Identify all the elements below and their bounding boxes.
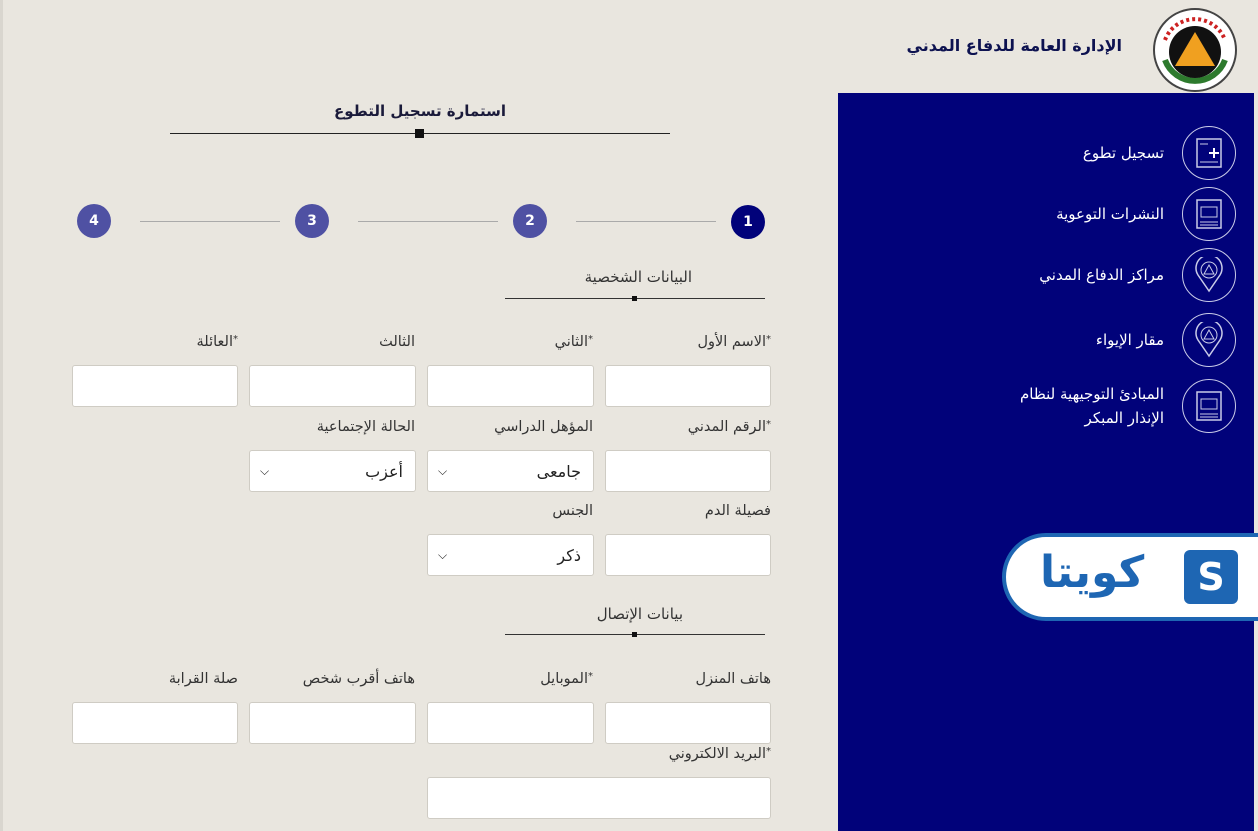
qualification-label: المؤهل الدراسي: [494, 419, 593, 435]
qualification-select[interactable]: [427, 450, 594, 492]
third-name-label: الثالث: [379, 334, 415, 350]
sidebar-item-early-warning-guidelines[interactable]: [996, 379, 1236, 433]
second-name-input[interactable]: [427, 365, 594, 407]
watermark-logo: [1002, 533, 1258, 621]
step-connector: [576, 221, 716, 222]
step-1[interactable]: 1: [731, 205, 765, 239]
chevron-down-icon: ⌵: [438, 463, 448, 478]
title-divider-marker: [415, 129, 424, 138]
nearest-person-phone-input[interactable]: [249, 702, 416, 744]
family-name-input[interactable]: [72, 365, 238, 407]
location-pin-icon: [1182, 313, 1236, 367]
section-divider-marker: [632, 632, 637, 637]
home-phone-label: هاتف المنزل: [695, 671, 771, 687]
mobile-label: *الموبايل: [540, 671, 593, 687]
watermark-text: كويتا: [1040, 547, 1145, 598]
third-name-input[interactable]: [249, 365, 416, 407]
sidebar-item-awareness-bulletins[interactable]: [1056, 187, 1236, 241]
sidebar-item-label: مراكز الدفاع المدني: [1039, 266, 1164, 284]
email-label: *البريد الالكتروني: [668, 746, 771, 762]
chevron-down-icon: ⌵: [438, 547, 448, 562]
sidebar-item-label: مقار الإيواء: [1095, 331, 1164, 349]
blood-type-input[interactable]: [605, 534, 771, 576]
org-title: الإدارة العامة للدفاع المدني: [906, 36, 1122, 55]
pdf-icon: [1182, 379, 1236, 433]
gender-label: الجنس: [552, 503, 593, 519]
section-divider-marker: [632, 296, 637, 301]
section-title-contact: بيانات الإتصال: [596, 605, 683, 623]
marital-status-select[interactable]: [249, 450, 416, 492]
page-edge: [0, 0, 3, 831]
first-name-label: *الاسم الأول: [697, 334, 771, 350]
sidebar-item-label: تسجيل تطوع: [1082, 144, 1164, 162]
first-name-input[interactable]: [605, 365, 771, 407]
pdf-icon: [1182, 187, 1236, 241]
sidebar-item-volunteer-register[interactable]: [1083, 126, 1236, 180]
step-2[interactable]: 2: [513, 204, 547, 238]
marital-status-label: الحالة الإجتماعية: [316, 419, 415, 435]
form-title: استمارة تسجيل التطوع: [333, 102, 507, 120]
civil-id-label: *الرقم المدني: [687, 419, 771, 435]
sidebar-item-shelters[interactable]: [1096, 313, 1236, 367]
step-3[interactable]: 3: [295, 204, 329, 238]
home-phone-input[interactable]: [605, 702, 771, 744]
step-4[interactable]: 4: [77, 204, 111, 238]
family-name-label: *العائلة: [196, 334, 238, 350]
marital-status-value: أعزب: [365, 461, 403, 481]
email-input[interactable]: [427, 777, 771, 819]
step-connector: [140, 221, 280, 222]
second-name-label: *الثاني: [554, 334, 593, 350]
blood-type-label: فصيلة الدم: [704, 503, 771, 519]
civil-id-input[interactable]: [605, 450, 771, 492]
relation-label: صلة القرابة: [168, 671, 238, 687]
nearest-person-phone-label: هاتف أقرب شخص: [302, 671, 415, 687]
chevron-down-icon: ⌵: [260, 463, 270, 478]
register-icon: [1182, 126, 1236, 180]
sidebar-item-label: المبادئ التوجيهية لنظام الإنذار المبكر: [1019, 385, 1164, 427]
watermark-badge: S: [1184, 550, 1238, 604]
sidebar-item-civil-defense-centers[interactable]: [1039, 248, 1236, 302]
sidebar: [838, 93, 1254, 831]
mobile-input[interactable]: [427, 702, 594, 744]
gender-select[interactable]: [427, 534, 594, 576]
relation-input[interactable]: [72, 702, 238, 744]
qualification-value: جامعى: [536, 461, 581, 481]
gender-value: ذكر: [557, 545, 581, 565]
step-connector: [358, 221, 498, 222]
sidebar-item-label: النشرات التوعوية: [1056, 205, 1164, 223]
location-pin-icon: [1182, 248, 1236, 302]
civil-defense-logo: [1153, 8, 1237, 92]
section-title-personal: البيانات الشخصية: [584, 268, 692, 286]
